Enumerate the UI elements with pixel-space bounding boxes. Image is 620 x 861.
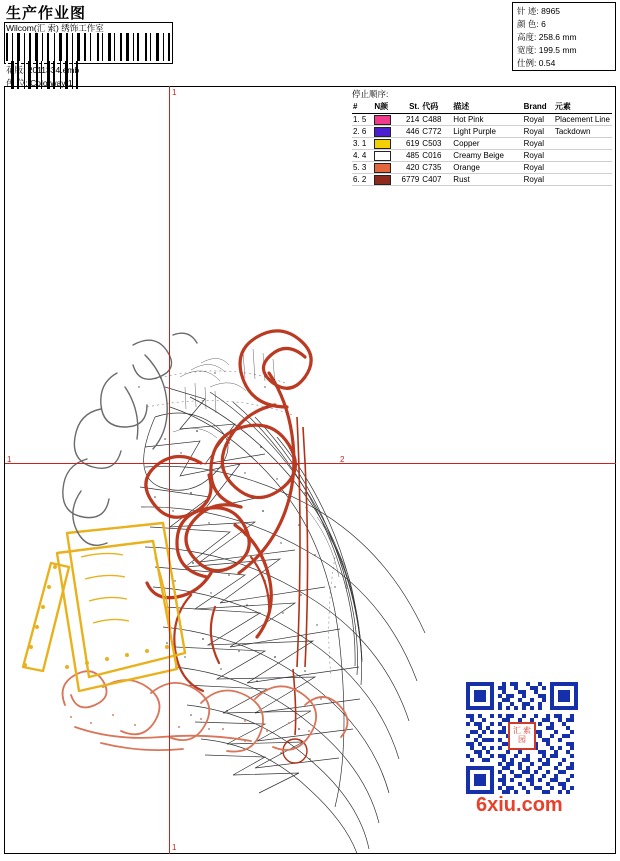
legend-element (554, 138, 612, 150)
colorway-label: 色 位: (6, 78, 28, 88)
legend-element: Placement Line (554, 115, 610, 124)
seal-stamp: 汇 索 园 (508, 722, 536, 750)
legend-needle-value: 3 (361, 163, 367, 172)
legend-description: Copper (453, 139, 480, 148)
legend-description: Creamy Beige (453, 151, 504, 160)
legend-needle-value: 2 (361, 175, 367, 184)
legend-col-index: # (352, 101, 373, 114)
legend-element (554, 150, 612, 162)
legend-index (352, 162, 373, 174)
spec-label-stitches: 针 迹: (517, 5, 539, 16)
table-row (352, 138, 612, 150)
legend-code: C772 (422, 127, 442, 136)
legend-index (352, 138, 373, 150)
color-swatch (374, 163, 391, 173)
legend-swatch-cell (373, 114, 394, 126)
legend-code: C735 (422, 163, 442, 172)
legend-stitches: 485 (405, 151, 420, 160)
spec-value-scale: 0.54 (538, 57, 556, 68)
legend-needle-value: 4 (361, 151, 367, 160)
spec-row-height (513, 30, 615, 43)
legend-brand: Royal (523, 115, 545, 124)
color-swatch (374, 151, 391, 161)
legend-swatch-cell (373, 174, 394, 186)
legend-stitches: 446 (405, 127, 420, 136)
spec-value-stitches: 8965 (541, 5, 561, 16)
spec-label-scale: 仕例: (517, 57, 537, 68)
spec-value-width: 199.5 mm (538, 44, 577, 55)
table-row (352, 174, 612, 186)
spec-row-scale (513, 56, 615, 69)
legend-index (352, 114, 373, 126)
legend-brand: Royal (523, 163, 545, 172)
spec-row-colors (513, 17, 615, 30)
legend-needle-value: 1 (361, 139, 367, 148)
registration-label-right: 2 (340, 455, 345, 464)
legend-col-description: 描述 (452, 101, 522, 114)
legend-col-element: 元素 (554, 101, 612, 114)
legend-table (352, 101, 612, 186)
legend-col-brand: Brand (523, 101, 554, 114)
spec-row-stitches (513, 4, 615, 17)
legend-stitches: 420 (405, 163, 420, 172)
legend-swatch-cell (373, 126, 394, 138)
legend-swatch-cell (373, 138, 394, 150)
legend-brand: Royal (523, 175, 545, 184)
design-file-label: 花版: (6, 65, 26, 75)
color-swatch (374, 115, 391, 125)
spec-label-width: 宽度: (517, 44, 537, 55)
legend-code: C016 (422, 151, 442, 160)
table-row (352, 114, 612, 126)
table-row (352, 126, 612, 138)
spec-label-colors: 颜 色: (517, 18, 539, 29)
table-row (352, 162, 612, 174)
registration-line-vertical (169, 86, 170, 854)
legend-needle-value: 6 (361, 127, 367, 136)
legend-brand: Royal (523, 127, 545, 136)
legend-element: Tackdown (554, 127, 591, 136)
spec-value-height: 258.6 mm (538, 31, 577, 42)
spec-row-width (513, 43, 615, 56)
legend-stitches: 619 (405, 139, 420, 148)
legend-index-value: 6. (353, 175, 360, 184)
design-file (6, 64, 79, 76)
registration-label-top: 1 (172, 88, 177, 97)
legend-needle-value: 5 (361, 115, 367, 124)
legend-element (554, 162, 612, 174)
legend-brand: Royal (523, 151, 545, 160)
table-row (352, 150, 612, 162)
legend-title: 停止顺序: (352, 89, 389, 99)
legend-index (352, 174, 373, 186)
color-swatch (374, 139, 391, 149)
legend-index-value: 1. (353, 115, 360, 124)
legend-description: Orange (453, 163, 480, 172)
legend-header-row (352, 101, 612, 114)
legend-swatch-cell (373, 162, 394, 174)
spec-label-height: 高度: (517, 31, 537, 42)
legend-code: C503 (422, 139, 442, 148)
colorway-value: Colorway 1 (30, 78, 73, 88)
legend-index-value: 4. (353, 151, 360, 160)
registration-line-horizontal (5, 463, 616, 464)
legend-code: C407 (422, 175, 442, 184)
page-title: 生产作业图 (6, 5, 87, 22)
barcode (6, 33, 171, 61)
legend-col-code: 代码 (421, 101, 452, 114)
legend-index-value: 5. (353, 163, 360, 172)
color-swatch (374, 127, 391, 137)
legend-index (352, 150, 373, 162)
legend-stitches: 6779 (401, 175, 420, 184)
legend-element (554, 174, 612, 186)
registration-label-left: 1 (7, 455, 12, 464)
color-swatch (374, 175, 391, 185)
legend-description: Light Purple (453, 127, 496, 136)
legend-description: Rust (453, 175, 470, 184)
legend-col-needle: N颜 (373, 101, 394, 114)
legend-index-value: 3. (353, 139, 360, 148)
legend-index-value: 2. (353, 127, 360, 136)
spec-value-colors: 6 (541, 18, 546, 29)
legend-col-stitches: St. (395, 101, 422, 114)
color-sequence-legend (352, 88, 612, 186)
legend-swatch-cell (373, 150, 394, 162)
design-specs-box (512, 2, 616, 71)
legend-code: C488 (422, 115, 442, 124)
legend-index (352, 126, 373, 138)
legend-description: Hot Pink (453, 115, 484, 124)
studio-name: Wilcom(汇 索) 绣饰工作室 (6, 23, 104, 33)
watermark: 6xiu.com (476, 794, 563, 816)
legend-brand: Royal (523, 139, 545, 148)
registration-label-bottom: 1 (172, 843, 177, 852)
legend-stitches: 214 (405, 115, 420, 124)
design-file-value: 2011334.emb (27, 65, 80, 75)
